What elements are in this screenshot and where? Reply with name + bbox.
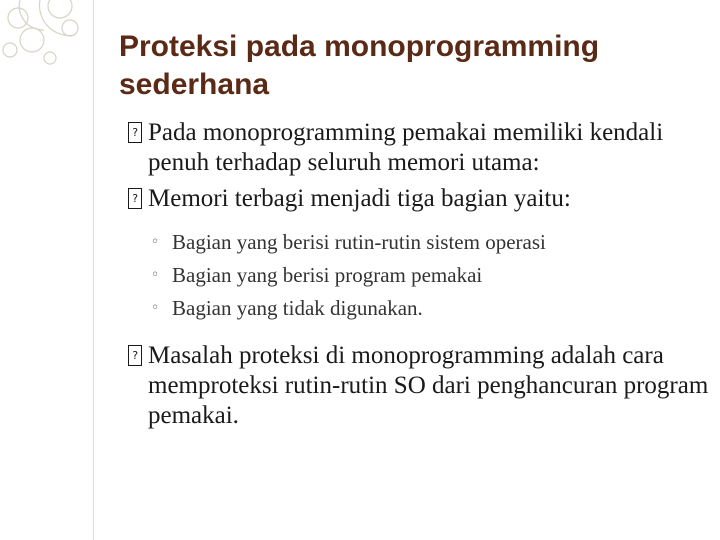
left-vertical-rule: [93, 0, 94, 540]
missing-glyph-box-icon: ?: [128, 122, 142, 143]
bullet-item: [120, 118, 710, 178]
sub-bullet-text: Bagian yang berisi rutin-rutin sistem operasi: [172, 230, 546, 254]
hollow-circle-bullet-icon: ◦: [151, 300, 160, 316]
sub-bullet-item: [120, 292, 710, 325]
hollow-circle-bullet-icon: ◦: [151, 234, 160, 250]
bullet-item: [120, 341, 710, 431]
sub-bullet-list: [120, 226, 710, 325]
title-line-1: Proteksi pada monoprogramming: [119, 30, 600, 63]
bullet-text: Memori terbagi menjadi tiga bagian yaitu:: [148, 185, 571, 212]
bullet-item: [120, 184, 710, 214]
missing-glyph-box-icon: ?: [128, 188, 142, 209]
bullet-text: Masalah proteksi di monoprogramming adalah cara memproteksi rutin-rutin SO dari penghancuran program pemakai.: [148, 342, 709, 429]
missing-glyph-box-icon: ?: [128, 345, 142, 366]
bullet-text: Pada monoprogramming pemakai memiliki kendali penuh terhadap seluruh memori utama:: [148, 119, 664, 176]
slide-content: [120, 118, 710, 437]
slide-title: [119, 28, 709, 104]
title-line-2: sederhana: [119, 68, 270, 101]
sub-bullet-item: [120, 226, 710, 259]
ring-decoration-icon: [0, 0, 100, 80]
sub-bullet-item: [120, 259, 710, 292]
hollow-circle-bullet-icon: ◦: [151, 267, 160, 283]
sub-bullet-text: Bagian yang tidak digunakan.: [172, 296, 423, 320]
sub-bullet-text: Bagian yang berisi program pemakai: [172, 263, 483, 287]
